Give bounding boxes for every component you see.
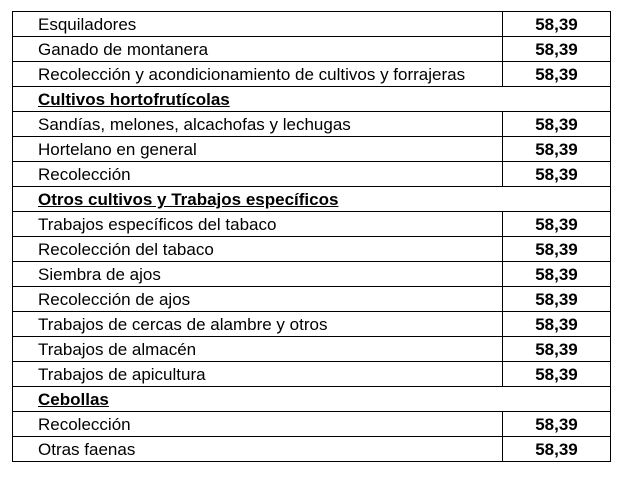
row-label: Trabajos específicos del tabaco	[13, 212, 503, 237]
row-value: 58,39	[503, 362, 611, 387]
row-label: Ganado de montanera	[13, 37, 503, 62]
table-row	[13, 112, 611, 137]
row-value: 58,39	[503, 262, 611, 287]
row-label: Sandías, melones, alcachofas y lechugas	[13, 112, 503, 137]
section-row	[13, 387, 611, 412]
row-label: Recolección y acondicionamiento de cultivos y forrajeras	[13, 62, 503, 87]
row-value: 58,39	[503, 62, 611, 87]
section-heading: Otros cultivos y Trabajos específicos	[13, 187, 611, 212]
table-row	[13, 437, 611, 462]
row-value: 58,39	[503, 312, 611, 337]
table-row	[13, 287, 611, 312]
section-heading: Cultivos hortofrutícolas	[13, 87, 611, 112]
table-row	[13, 162, 611, 187]
row-label: Otras faenas	[13, 437, 503, 462]
row-value: 58,39	[503, 412, 611, 437]
rates-table	[12, 11, 611, 462]
row-label: Hortelano en general	[13, 137, 503, 162]
row-label: Trabajos de apicultura	[13, 362, 503, 387]
row-value: 58,39	[503, 237, 611, 262]
row-value: 58,39	[503, 37, 611, 62]
row-label: Siembra de ajos	[13, 262, 503, 287]
row-label: Recolección de ajos	[13, 287, 503, 312]
row-value: 58,39	[503, 162, 611, 187]
row-label: Recolección	[13, 162, 503, 187]
section-row	[13, 187, 611, 212]
row-label: Recolección del tabaco	[13, 237, 503, 262]
table-row	[13, 312, 611, 337]
table-row	[13, 412, 611, 437]
row-value: 58,39	[503, 437, 611, 462]
table-row	[13, 62, 611, 87]
row-value: 58,39	[503, 137, 611, 162]
table-row	[13, 362, 611, 387]
row-label: Trabajos de almacén	[13, 337, 503, 362]
row-label: Esquiladores	[13, 12, 503, 37]
table-row	[13, 37, 611, 62]
table-row	[13, 237, 611, 262]
table-row	[13, 262, 611, 287]
section-row	[13, 87, 611, 112]
table-row	[13, 212, 611, 237]
row-label: Trabajos de cercas de alambre y otros	[13, 312, 503, 337]
table-row	[13, 12, 611, 37]
section-heading: Cebollas	[13, 387, 611, 412]
row-value: 58,39	[503, 337, 611, 362]
row-value: 58,39	[503, 212, 611, 237]
row-value: 58,39	[503, 112, 611, 137]
row-label: Recolección	[13, 412, 503, 437]
row-value: 58,39	[503, 12, 611, 37]
table-row	[13, 337, 611, 362]
row-value: 58,39	[503, 287, 611, 312]
table-row	[13, 137, 611, 162]
